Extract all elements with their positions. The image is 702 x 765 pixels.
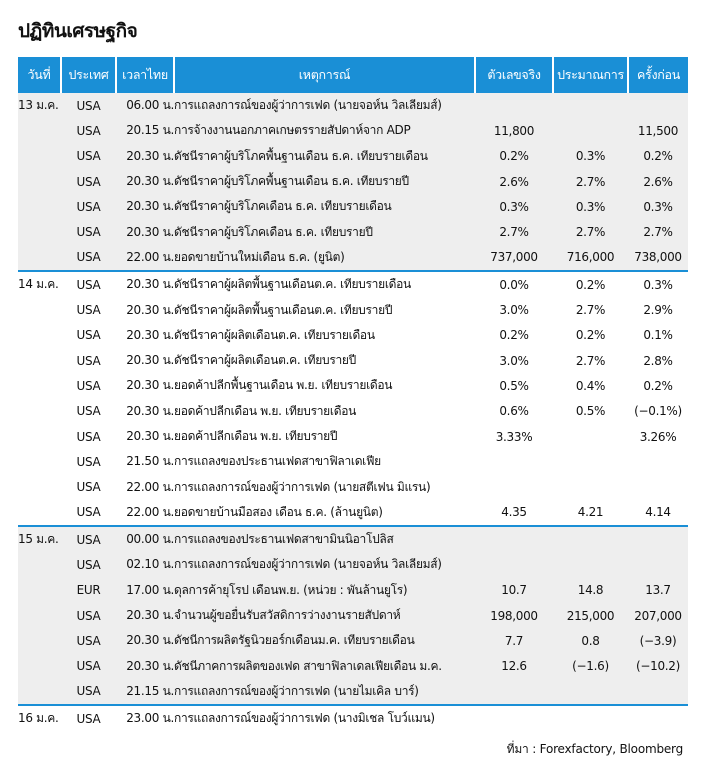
- table-row: [18, 169, 688, 194]
- row-forecast: 2.7%: [553, 219, 628, 244]
- row-forecast: [553, 118, 628, 143]
- row-event: การจ้างงานนอกภาคเกษตรรายสัปดาห์จาก ADP: [174, 118, 475, 143]
- table-row: [18, 219, 688, 244]
- table-row: [18, 373, 688, 398]
- row-time: 20.30 น.: [116, 219, 174, 244]
- row-time: 20.30 น.: [116, 323, 174, 348]
- row-event: การแถลงการณ์ของผู้ว่าการเฟด (นางมิเชล โบว์แมน): [174, 705, 475, 731]
- row-time: 23.00 น.: [116, 705, 174, 731]
- table-row: [18, 93, 688, 118]
- row-actual: 12.6: [475, 654, 553, 679]
- row-previous: (−10.2): [628, 654, 688, 679]
- row-date: [18, 297, 61, 322]
- row-event: ดัชนีราคาผู้ผลิตเดือนต.ค. เทียบรายปี: [174, 348, 475, 373]
- row-date: [18, 399, 61, 424]
- row-previous: [628, 474, 688, 499]
- row-event: ดัชนีราคาผู้ผลิตพื้นฐานเดือนต.ค. เทียบรายปี: [174, 297, 475, 322]
- row-event: การแถลงของประธานเฟดสาขามินนิอาโปลิส: [174, 526, 475, 552]
- row-previous: 2.6%: [628, 169, 688, 194]
- row-date: 13 ม.ค.: [18, 93, 61, 118]
- row-forecast: [553, 424, 628, 449]
- table-row: [18, 449, 688, 474]
- row-country: USA: [61, 169, 116, 194]
- row-time: 20.30 น.: [116, 348, 174, 373]
- row-actual: [475, 526, 553, 552]
- row-forecast: 0.2%: [553, 323, 628, 348]
- row-country: USA: [61, 705, 116, 731]
- row-date: [18, 144, 61, 169]
- row-date: [18, 323, 61, 348]
- row-actual: 2.6%: [475, 169, 553, 194]
- row-previous: [628, 679, 688, 705]
- row-time: 22.00 น.: [116, 500, 174, 526]
- row-date: [18, 654, 61, 679]
- row-date: 14 ม.ค.: [18, 271, 61, 297]
- row-forecast: [553, 449, 628, 474]
- row-country: USA: [61, 118, 116, 143]
- row-country: USA: [61, 194, 116, 219]
- row-forecast: 0.2%: [553, 271, 628, 297]
- row-actual: 737,000: [475, 245, 553, 271]
- row-event: ยอดขายบ้านใหม่เดือน ธ.ค. (ยูนิต): [174, 245, 475, 271]
- row-forecast: 2.7%: [553, 169, 628, 194]
- header-forecast: ประมาณการ: [553, 57, 628, 93]
- page-title: ปฏิทินเศรษฐกิจ: [18, 20, 138, 42]
- header-actual: ตัวเลขจริง: [475, 57, 553, 93]
- row-date: 16 ม.ค.: [18, 705, 61, 731]
- row-actual: 198,000: [475, 603, 553, 628]
- header-country: ประเทศ: [61, 57, 116, 93]
- row-date: [18, 628, 61, 653]
- table-row: [18, 118, 688, 143]
- table-row: [18, 526, 688, 552]
- row-actual: 3.0%: [475, 348, 553, 373]
- row-event: ดัชนีราคาผู้ผลิตเดือนต.ค. เทียบรายเดือน: [174, 323, 475, 348]
- row-event: ดัชนีราคาผู้บริโภคพื้นฐานเดือน ธ.ค. เทียบรายปี: [174, 169, 475, 194]
- row-actual: [475, 552, 553, 577]
- row-event: การแถลงการณ์ของผู้ว่าการเฟด (นายสตีเฟน มิแรน): [174, 474, 475, 499]
- row-forecast: 215,000: [553, 603, 628, 628]
- row-actual: [475, 93, 553, 118]
- row-country: USA: [61, 297, 116, 322]
- row-forecast: (−1.6): [553, 654, 628, 679]
- row-previous: 11,500: [628, 118, 688, 143]
- row-time: 20.30 น.: [116, 399, 174, 424]
- table-header-row: [18, 57, 688, 93]
- row-time: 20.30 น.: [116, 628, 174, 653]
- row-country: USA: [61, 628, 116, 653]
- row-country: USA: [61, 679, 116, 705]
- row-previous: (−3.9): [628, 628, 688, 653]
- table-row: [18, 424, 688, 449]
- row-country: USA: [61, 323, 116, 348]
- row-country: USA: [61, 399, 116, 424]
- row-date: [18, 373, 61, 398]
- row-date: 15 ม.ค.: [18, 526, 61, 552]
- row-time: 20.30 น.: [116, 144, 174, 169]
- row-date: [18, 552, 61, 577]
- row-date: [18, 424, 61, 449]
- header-previous: ครั้งก่อน: [628, 57, 688, 93]
- header-date: วันที่: [18, 57, 61, 93]
- table-row: [18, 245, 688, 271]
- row-event: ดัชนีราคาผู้บริโภคเดือน ธ.ค. เทียบรายเดือน: [174, 194, 475, 219]
- row-country: USA: [61, 348, 116, 373]
- row-actual: 3.33%: [475, 424, 553, 449]
- row-previous: (−0.1%): [628, 399, 688, 424]
- row-forecast: [553, 705, 628, 731]
- row-forecast: [553, 526, 628, 552]
- row-actual: 0.2%: [475, 144, 553, 169]
- row-previous: 2.7%: [628, 219, 688, 244]
- row-actual: 0.6%: [475, 399, 553, 424]
- row-previous: [628, 449, 688, 474]
- row-country: USA: [61, 603, 116, 628]
- row-actual: [475, 474, 553, 499]
- row-previous: 2.9%: [628, 297, 688, 322]
- row-event: การแถลงการณ์ของผู้ว่าการเฟด (นายจอห์น วิลเลียมส์): [174, 552, 475, 577]
- table-row: [18, 194, 688, 219]
- table-body: [18, 93, 688, 731]
- row-actual: 0.2%: [475, 323, 553, 348]
- economic-calendar-table: [18, 57, 688, 731]
- table-row: [18, 679, 688, 705]
- row-country: USA: [61, 271, 116, 297]
- row-time: 21.50 น.: [116, 449, 174, 474]
- row-event: ยอดค้าปลีกเดือน พ.ย. เทียบรายเดือน: [174, 399, 475, 424]
- table-row: [18, 603, 688, 628]
- row-time: 20.30 น.: [116, 194, 174, 219]
- row-date: [18, 245, 61, 271]
- row-forecast: 0.3%: [553, 194, 628, 219]
- row-time: 22.00 น.: [116, 245, 174, 271]
- row-actual: 2.7%: [475, 219, 553, 244]
- row-forecast: 2.7%: [553, 348, 628, 373]
- row-forecast: [553, 552, 628, 577]
- row-time: 20.30 น.: [116, 424, 174, 449]
- row-time: 20.30 น.: [116, 271, 174, 297]
- row-forecast: 716,000: [553, 245, 628, 271]
- row-country: USA: [61, 449, 116, 474]
- row-previous: 4.14: [628, 500, 688, 526]
- row-date: [18, 474, 61, 499]
- table-row: [18, 399, 688, 424]
- row-time: 22.00 น.: [116, 474, 174, 499]
- row-actual: 0.0%: [475, 271, 553, 297]
- row-event: ยอดขายบ้านมือสอง เดือน ธ.ค. (ล้านยูนิต): [174, 500, 475, 526]
- row-time: 21.15 น.: [116, 679, 174, 705]
- row-previous: 738,000: [628, 245, 688, 271]
- row-country: USA: [61, 219, 116, 244]
- row-forecast: 4.21: [553, 500, 628, 526]
- row-time: 20.30 น.: [116, 603, 174, 628]
- row-time: 17.00 น.: [116, 578, 174, 603]
- row-actual: [475, 705, 553, 731]
- table-row: [18, 500, 688, 526]
- table-row: [18, 271, 688, 297]
- row-previous: [628, 93, 688, 118]
- row-country: USA: [61, 552, 116, 577]
- row-country: USA: [61, 373, 116, 398]
- row-actual: 4.35: [475, 500, 553, 526]
- table-row: [18, 578, 688, 603]
- row-time: 20.15 น.: [116, 118, 174, 143]
- row-actual: [475, 679, 553, 705]
- table-row: [18, 348, 688, 373]
- table-row: [18, 297, 688, 322]
- row-actual: 7.7: [475, 628, 553, 653]
- row-country: USA: [61, 144, 116, 169]
- row-event: การแถลงการณ์ของผู้ว่าการเฟด (นายไมเคิล บาร์): [174, 679, 475, 705]
- row-forecast: [553, 474, 628, 499]
- row-time: 00.00 น.: [116, 526, 174, 552]
- row-forecast: 0.8: [553, 628, 628, 653]
- row-forecast: 0.5%: [553, 399, 628, 424]
- row-previous: 0.3%: [628, 271, 688, 297]
- table-row: [18, 474, 688, 499]
- row-previous: 207,000: [628, 603, 688, 628]
- row-previous: 0.2%: [628, 144, 688, 169]
- row-event: ยอดค้าปลีกพื้นฐานเดือน พ.ย. เทียบรายเดือน: [174, 373, 475, 398]
- row-previous: 2.8%: [628, 348, 688, 373]
- row-date: [18, 118, 61, 143]
- row-country: USA: [61, 474, 116, 499]
- row-actual: [475, 449, 553, 474]
- row-country: USA: [61, 93, 116, 118]
- source-note: ที่มา : Forexfactory, Bloomberg: [506, 742, 683, 756]
- row-time: 20.30 น.: [116, 373, 174, 398]
- row-previous: 0.3%: [628, 194, 688, 219]
- row-date: [18, 348, 61, 373]
- row-forecast: [553, 679, 628, 705]
- row-event: ดัชนีราคาผู้บริโภคเดือน ธ.ค. เทียบรายปี: [174, 219, 475, 244]
- row-event: ดัชนีการผลิตรัฐนิวยอร์กเดือนม.ค. เทียบรายเดือน: [174, 628, 475, 653]
- row-forecast: 2.7%: [553, 297, 628, 322]
- row-forecast: 0.4%: [553, 373, 628, 398]
- row-actual: 11,800: [475, 118, 553, 143]
- row-previous: 13.7: [628, 578, 688, 603]
- row-time: 20.30 น.: [116, 169, 174, 194]
- row-forecast: 0.3%: [553, 144, 628, 169]
- row-previous: 0.1%: [628, 323, 688, 348]
- table-row: [18, 323, 688, 348]
- table-row: [18, 654, 688, 679]
- row-date: [18, 449, 61, 474]
- row-date: [18, 679, 61, 705]
- row-country: EUR: [61, 578, 116, 603]
- row-country: USA: [61, 245, 116, 271]
- row-country: USA: [61, 654, 116, 679]
- row-actual: 3.0%: [475, 297, 553, 322]
- row-event: ดัชนีราคาผู้บริโภคพื้นฐานเดือน ธ.ค. เทียบรายเดือน: [174, 144, 475, 169]
- row-date: [18, 194, 61, 219]
- row-event: ยอดค้าปลีกเดือน พ.ย. เทียบรายปี: [174, 424, 475, 449]
- row-previous: 0.2%: [628, 373, 688, 398]
- row-country: USA: [61, 526, 116, 552]
- row-time: 20.30 น.: [116, 654, 174, 679]
- row-time: 06.00 น.: [116, 93, 174, 118]
- row-previous: [628, 705, 688, 731]
- row-time: 20.30 น.: [116, 297, 174, 322]
- row-event: การแถลงการณ์ของผู้ว่าการเฟด (นายจอห์น วิลเลียมส์): [174, 93, 475, 118]
- row-event: ดุลการค้ายุโรป เดือนพ.ย. (หน่วย : พันล้านยูโร): [174, 578, 475, 603]
- table-row: [18, 144, 688, 169]
- row-date: [18, 603, 61, 628]
- row-previous: [628, 526, 688, 552]
- table-row: [18, 628, 688, 653]
- row-date: [18, 578, 61, 603]
- row-event: จำนวนผู้ขอยื่นรับสวัสดิการว่างงานรายสัปดาห์: [174, 603, 475, 628]
- row-date: [18, 500, 61, 526]
- row-country: USA: [61, 500, 116, 526]
- row-event: การแถลงของประธานเฟดสาขาฟิลาเดเฟีย: [174, 449, 475, 474]
- row-forecast: 14.8: [553, 578, 628, 603]
- row-country: USA: [61, 424, 116, 449]
- row-forecast: [553, 93, 628, 118]
- row-actual: 10.7: [475, 578, 553, 603]
- row-previous: 3.26%: [628, 424, 688, 449]
- row-date: [18, 169, 61, 194]
- table-row: [18, 705, 688, 731]
- header-time: เวลาไทย: [116, 57, 174, 93]
- row-event: ดัชนีภาคการผลิตของเฟด สาขาฟิลาเดลเฟียเดือน ม.ค.: [174, 654, 475, 679]
- table-row: [18, 552, 688, 577]
- row-actual: 0.5%: [475, 373, 553, 398]
- header-event: เหตุการณ์: [174, 57, 475, 93]
- row-date: [18, 219, 61, 244]
- row-previous: [628, 552, 688, 577]
- row-event: ดัชนีราคาผู้ผลิตพื้นฐานเดือนต.ค. เทียบรายเดือน: [174, 271, 475, 297]
- row-time: 02.10 น.: [116, 552, 174, 577]
- row-actual: 0.3%: [475, 194, 553, 219]
